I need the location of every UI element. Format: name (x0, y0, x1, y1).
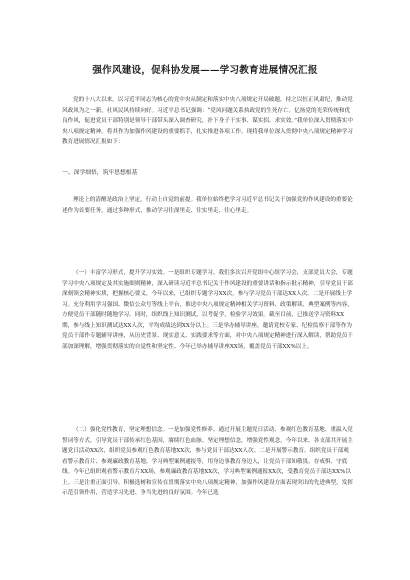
subsection-1-paragraph: （一）丰富学习形式，提升学习实效。一是组织专题学习。我们多次召开党组中心组学习会，支部党员大会，专题学习中央八项规定及其实施细则精神，深入研读习近平总书记关于作风建设的重要讲话和指示批示精神，引导党员干部深刻领会精神实质，把握核心要义。今年以来，已组织专题学习XX次，参与学习党员干部达XX人次。二是开展线上学习。充分利用学习强国、微信公众号等线上平台，推送中央八项规定精神相关学习资料、政策解读、典型案例等内容，方便党员干部随时随地学习。同时，组织线上知识测试，以考促学，检验学习效果。截至目前，已推送学习资料XX期，参与线上知识测试达XX人次，平均成绩达到XX分以上。三是举办辅导讲座。邀请党校专家、纪检监察干部等作为党员干部作专题辅导讲座，从历史背景、现实意义、实践要求等方面，对中央八项规定精神进行深入解读，帮助党员干部加深理解，增强贯彻落实的自觉性和坚定性。今年已举办辅导讲座XX场，覆盖党员干部XX%以上。 (62, 270, 353, 350)
intro-paragraph: 党的十八大以来，以习近平同志为核心的党中央从制定和落实中央八项规定开局破题，持之以恒正风肃纪，推动党风政风为之一新，社风民风持续向好。习近平总书记强调：“党风问题关系执政党的生死存亡。亿扬党的光荣传统和优良作风，促进党员干部特别是领导干部带头深入调查研究，扑下身子干实事、谋实招、求实效。”我单位深入贯彻落实中央八项规定精神，将其作为加强作风建设的重要抓手，扎实推进各项工作。现将我单位深入贯彻中央八项规定精神学习教育进展情况汇报如下： (62, 97, 353, 145)
section1-paragraph: 理论上的清醒是政治上坚定，行动上自觉的前提。我单位始终把学习习近平总书记关于加强党的作风建设的重要论述作为首要任务，通过多种形式，推动学习往深里走、往实里走、往心里走。 (62, 197, 353, 214)
section-heading-1: 一、深学细悟，筑牢思想根基 (62, 170, 138, 176)
document-title: 强作风建设，促科协发展——学习教育进展情况汇报 (92, 65, 318, 76)
subsection-2-paragraph: （二）强化党性教育，坚定理想信念。一是加强党性修养。通过开展主题党日活动、参观红色教育基地、重温入党誓词等方式，引导党员干部传承红色基因，赓续红色血脉。坚定理想信念，增强党性观念。今年以来，各支部共开展主题党日活动XX次，组织党员参观红色教育基地XX次，参与党员干部达XX人次。二是开展警示教育。组织党员干部观看警示教育片、参观廉政教育基地、学习典型案例通报等，用身边事教育身边人，让党员干部知敬畏、存戒惧、守底线。今年已组织观看警示教育片XX场，参观廉政教育基地XX次，学习典型案例通报XX次，受教育党员干部达XX%以上。三是注重正面引导。积极选树和宣传在贯彻落实中央八项规定精神、加强作风建设方面表现突出的先进典型，发挥示范引领作用，营造学习先进、争当先进的良好氛围。今年已选 (62, 427, 353, 496)
